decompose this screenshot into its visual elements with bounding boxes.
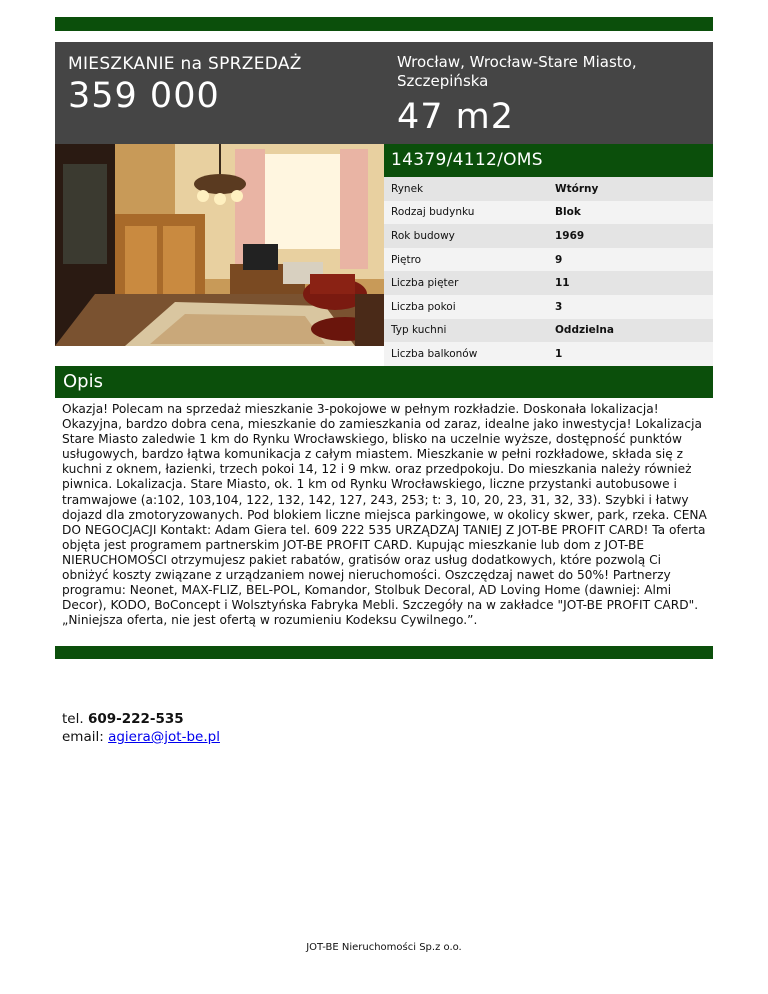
property-row xyxy=(384,319,713,343)
property-label: Rodzaj budynku xyxy=(391,206,475,219)
apartment-photo xyxy=(55,144,384,346)
property-value: Blok xyxy=(555,206,581,219)
property-label: Typ kuchni xyxy=(391,324,447,337)
description-heading: Opis xyxy=(63,371,103,392)
phone-line xyxy=(62,710,220,728)
phone-number: 609-222-535 xyxy=(87,711,184,727)
property-value: 11 xyxy=(555,277,570,290)
phone-label: tel. xyxy=(62,711,84,727)
property-row xyxy=(384,342,713,366)
reference-number-bar xyxy=(384,144,713,177)
property-row xyxy=(384,271,713,295)
property-value: 3 xyxy=(555,300,563,313)
bottom-accent-bar xyxy=(55,646,713,659)
description-text: Okazja! Polecam na sprzedaż mieszkanie 3-pokojowe w pełnym rozkładzie. Doskonała lokalizacja! Okazyjna, bardzo dobra cena, mieszkanie do zamieszkania od zaraz, idealne jako inwestycja! Lokalizacja Stare Miasto zaledwie 1 km do Rynku Wrocławskiego, blisko na uczelnie wyższe, dostępność punktów usługowych, bardzo łątwa komunikacja z całym miastem. Mieszkanie w pełni rozkładowe, składa się z kuchni z oknem, łazienki, trzech pokoi 14, 12 i 9 mkw. oraz przedpokoju. Do mieszkania należy również piwnica. Lokalizacja. Stare Miasto, ok. 1 km od Rynku Wrocławskiego, liczne przystanki autobusowe i tramwajowe (a:102, 103,104, 122, 132, 142, 127, 243, 253; t: 3, 10, 20, 23, 31, 32, 33). Szybki i łatwy dojazd dla zmotoryzowanych. Pod blokiem liczne miejsca parkingowe, w okolicy skwer, park, rzeka. CENA DO NEGOCJACJI Kontakt: Adam Giera tel. 609 222 535 URZĄDZAJ TANIEJ Z JOT-BE PROFIT CARD! Ta oferta objęta jest programem partnerskim JOT-BE PROFIT CARD. Kupując mieszkanie lub dom z JOT-BE NIERUCHOMOŚCI otrzymujesz pakiet rabatów, gratisów oraz usług dodatkowych, które pozwolą Ci obniżyć koszty związane z urządzaniem nowej nieruchomości. Oszczędzaj nawet do 50%! Partnerzy programu: Neonet, MAX-FLIZ, BEL-POL, Komandor, Stolbuk Decoral, AD Loving Home (dawniej: Almi Decor), KODO, BoConcept i Wolsztyńska Fabryka Mebli. Szczegóły na w zakładce "JOT-BE PROFIT CARD". „Niniejsza oferta, nie jest ofertą w rozumieniu Kodeksu Cywilnego.”. xyxy=(62,402,707,628)
property-value: Wtórny xyxy=(555,182,599,195)
property-value: 9 xyxy=(555,253,563,266)
listing-type: MIESZKANIE na SPRZEDAŻ xyxy=(68,54,302,74)
email-line xyxy=(62,728,220,746)
property-label: Rynek xyxy=(391,182,424,195)
property-label: Liczba pokoi xyxy=(391,300,456,313)
footer-company: JOT-BE Nieruchomości Sp.z o.o. xyxy=(306,942,462,953)
property-label: Piętro xyxy=(391,253,422,266)
property-value: 1969 xyxy=(555,229,585,242)
top-accent-bar xyxy=(55,17,713,31)
property-value: Oddzielna xyxy=(555,324,614,337)
property-table xyxy=(384,177,713,366)
listing-location: Wrocław, Wrocław-Stare Miasto, Szczepińska xyxy=(397,53,637,90)
listing-area: 47 m2 xyxy=(397,97,515,137)
property-label: Liczba pięter xyxy=(391,277,459,290)
contact-block xyxy=(62,710,220,746)
property-row xyxy=(384,177,713,201)
property-label: Liczba balkonów xyxy=(391,347,478,360)
property-row xyxy=(384,224,713,248)
email-link[interactable]: agiera@jot-be.pl xyxy=(108,729,220,745)
property-label: Rok budowy xyxy=(391,229,455,242)
property-row xyxy=(384,248,713,272)
property-row xyxy=(384,201,713,225)
reference-number: 14379/4112/OMS xyxy=(391,150,543,170)
property-row xyxy=(384,295,713,319)
email-label: email: xyxy=(62,729,104,745)
listing-price: 359 000 xyxy=(68,76,220,116)
description-heading-bar xyxy=(55,366,713,398)
property-value: 1 xyxy=(555,347,563,360)
listing-header xyxy=(55,42,713,144)
